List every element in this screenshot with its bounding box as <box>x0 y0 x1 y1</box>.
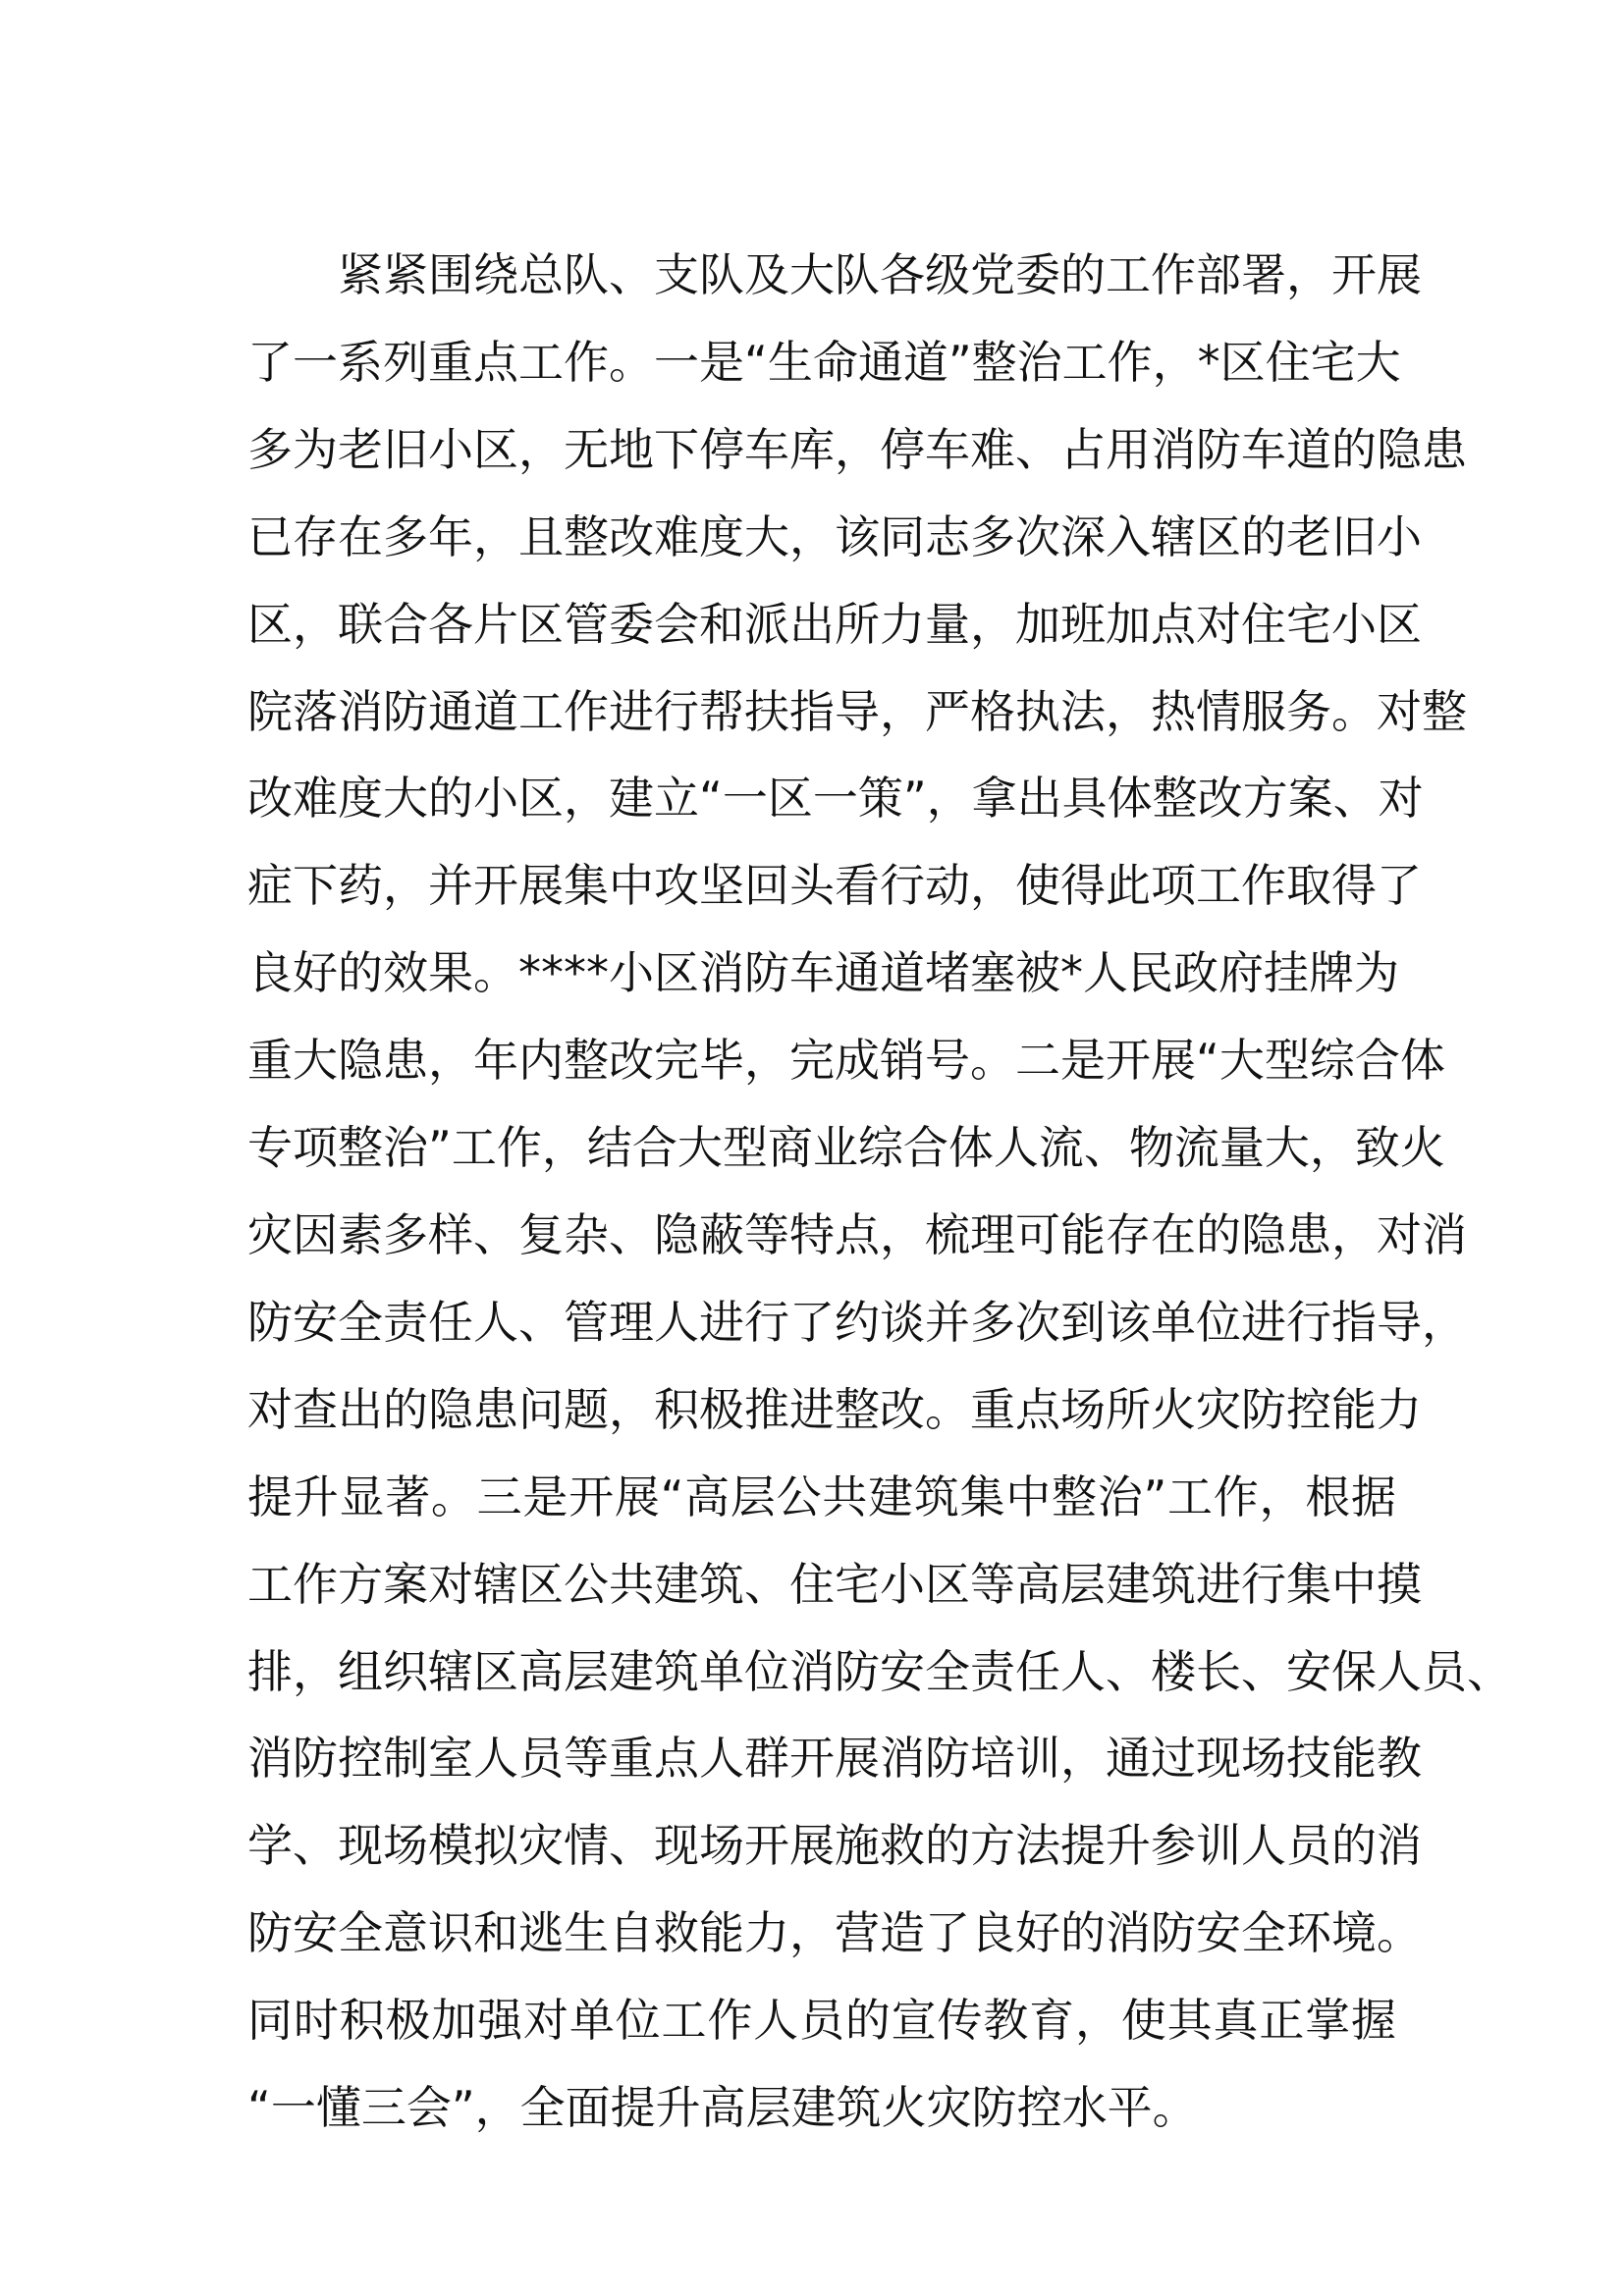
paragraph-line: 良好的效果。****小区消防车通道堵塞被*人民政府挂牌为 <box>247 946 1399 1000</box>
paragraph-line: 对查出的隐患问题，积极推进整改。重点场所火灾防控能力 <box>247 1382 1422 1436</box>
paragraph-line: 区，联合各片区管委会和派出所力量，加班加点对住宅小区 <box>247 597 1422 651</box>
paragraph-line: “一懂三会”，全面提升高层建筑火灾防控水平。 <box>247 2081 1198 2135</box>
paragraph-line: 同时积极加强对单位工作人员的宣传教育，使其真正掌握 <box>247 1994 1396 2048</box>
paragraph-line: 排，组织辖区高层建筑单位消防安全责任人、楼长、安保人员、 <box>247 1644 1512 1698</box>
paragraph-line: 已存在多年，且整改难度大，该同志多次深入辖区的老旧小 <box>247 509 1422 563</box>
paragraph-line: 了一系列重点工作。一是“生命通道”整治工作，*区住宅大 <box>247 335 1401 389</box>
paragraph-line: 重大隐患，年内整改完毕，完成销号。二是开展“大型综合体 <box>247 1034 1445 1088</box>
paragraph-line: 消防控制室人员等重点人群开展消防培训，通过现场技能教 <box>247 1732 1422 1786</box>
paragraph-line: 专项整治”工作，结合大型商业综合体人流、物流量大，致火 <box>247 1121 1445 1175</box>
paragraph-line: 院落消防通道工作进行帮扶指导，严格执法，热情服务。对整 <box>247 684 1467 738</box>
paragraph-line: 学、现场模拟灾情、现场开展施救的方法提升参训人员的消 <box>247 1819 1422 1873</box>
paragraph-line: 紧紧围绕总队、支队及大队各级党委的工作部署，开展 <box>338 248 1422 301</box>
body-paragraph <box>247 232 1512 2152</box>
paragraph-line: 提升显著。三是开展“高层公共建筑集中整治”工作，根据 <box>247 1469 1396 1523</box>
paragraph-line: 灾因素多样、复杂、隐蔽等特点，梳理可能存在的隐患，对消 <box>247 1207 1467 1261</box>
paragraph-line: 症下药，并开展集中攻坚回头看行动，使得此项工作取得了 <box>247 859 1422 913</box>
paragraph-line: 防安全责任人、管理人进行了约谈并多次到该单位进行指导， <box>247 1295 1467 1349</box>
paragraph-line: 改难度大的小区，建立“一区一策”，拿出具体整改方案、对 <box>247 772 1424 826</box>
paragraph-line: 防安全意识和逃生自救能力，营造了良好的消防安全环境。 <box>247 1906 1422 1960</box>
paragraph-line: 工作方案对辖区公共建筑、住宅小区等高层建筑进行集中摸 <box>247 1557 1422 1611</box>
paragraph-line: 多为老旧小区，无地下停车库，停车难、占用消防车道的隐患 <box>247 422 1467 476</box>
